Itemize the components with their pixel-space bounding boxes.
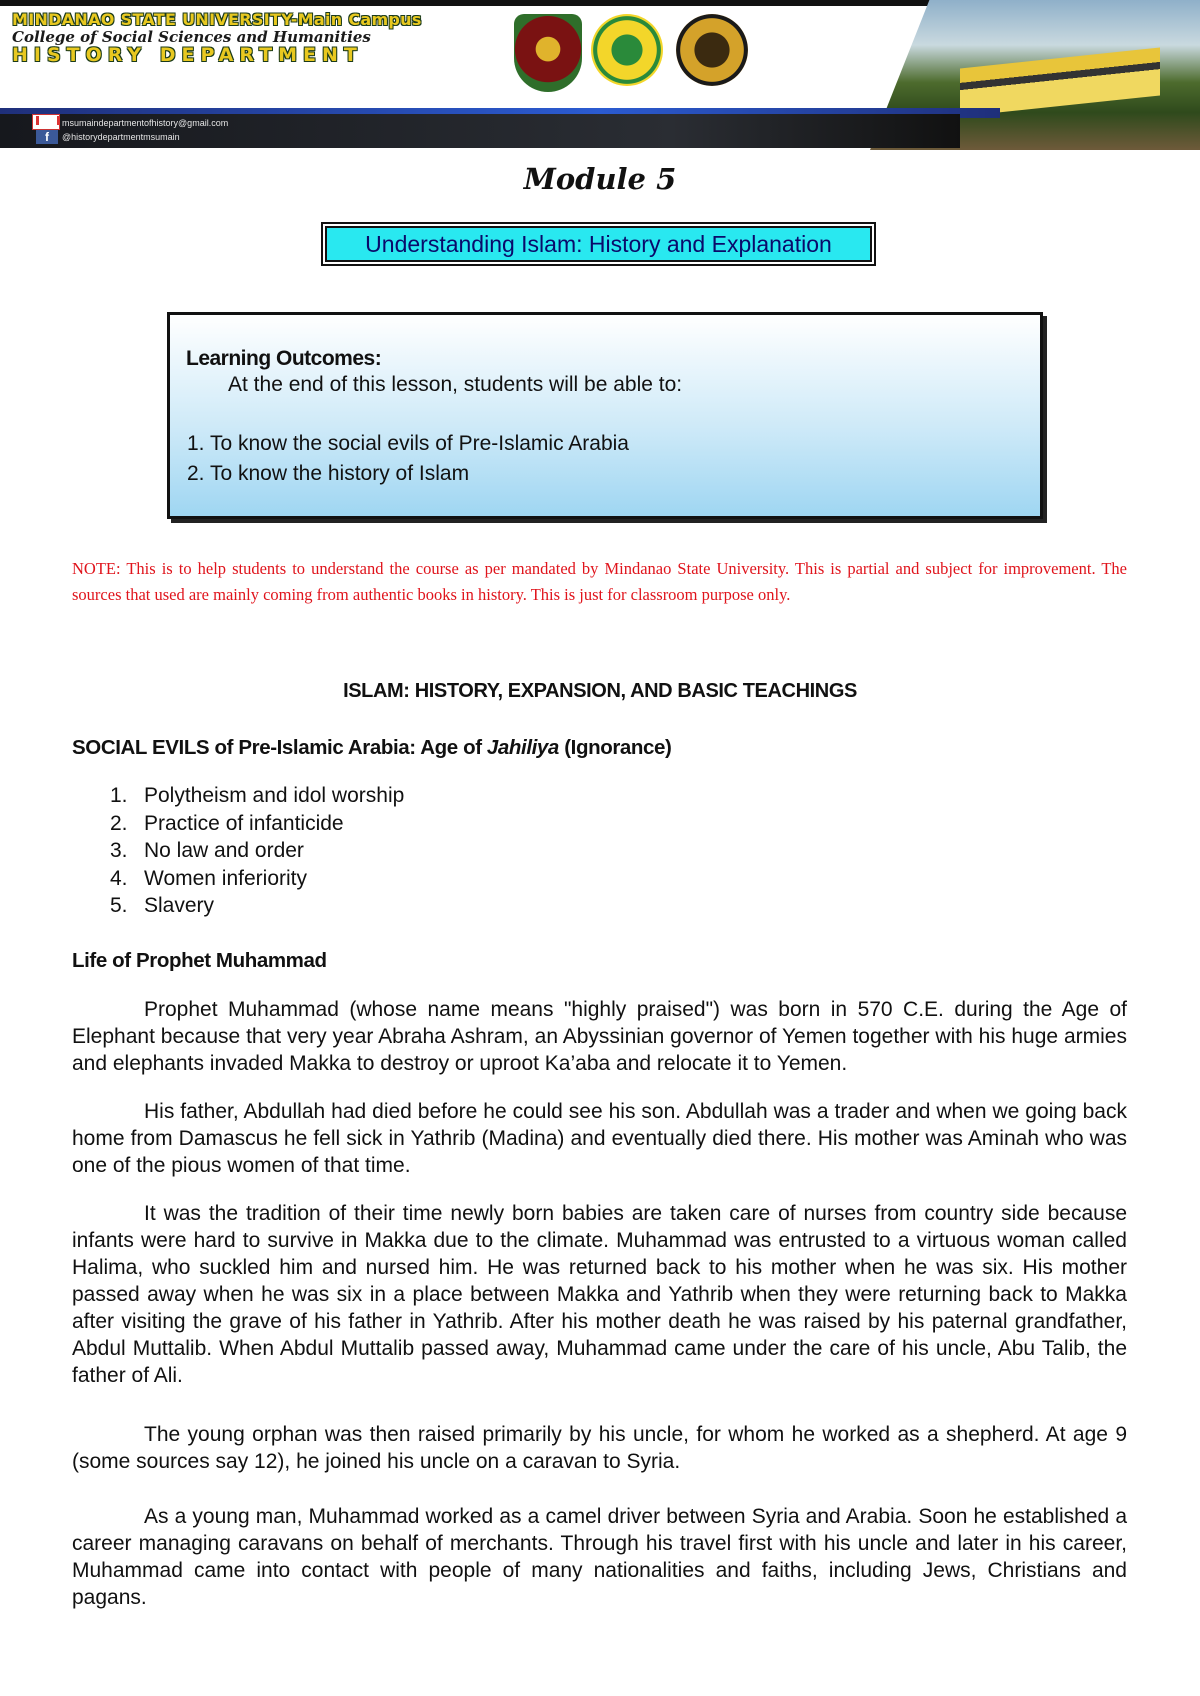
module-subtitle: Understanding Islam: History and Explanation [325, 226, 872, 262]
list-item: 5. Slavery [110, 894, 215, 917]
list-item: 1. Polytheism and idol worship [110, 784, 405, 807]
university-name: MINDANAO STATE UNIVERSITY-Main Campus [12, 10, 422, 29]
body-paragraph: His father, Abdullah had died before he could see his son. Abdullah was a trader and when we going back home from Damascus he fell sick in Yathrib (Madina) and eventually died there. His mother was Aminah who was one of the pious women of that time. [72, 1100, 1127, 1177]
social-evils-heading: SOCIAL EVILS of Pre-Islamic Arabia: Age of Jahiliya (Ignorance) [72, 736, 672, 759]
life-of-prophet-heading: Life of Prophet Muhammad [72, 949, 327, 972]
learning-outcomes-intro: At the end of this lesson, students will be able to: [228, 373, 683, 396]
learning-outcomes-heading: Learning Outcomes: [186, 347, 382, 370]
body-paragraph: As a young man, Muhammad worked as a camel driver between Syria and Arabia. Soon he established a career managing caravans on behalf of merchants. Through his travel first with his uncle and later in his career, Muhammad came into contact with people of many nationalities and faiths, including Jews, Christians and pagans. [72, 1505, 1127, 1609]
department-name: HISTORY DEPARTMENT [12, 44, 363, 66]
list-item: 3. No law and order [110, 839, 304, 862]
body-paragraph: The young orphan was then raised primarily by his uncle, for whom he worked as a shepherd. At age 9 (some sources say 12), he joined his uncle on a caravan to Syria. [72, 1423, 1127, 1473]
learning-outcome-item: 1. To know the social evils of Pre-Islamic Arabia [187, 432, 629, 455]
section-title: ISLAM: HISTORY, EXPANSION, AND BASIC TEACHINGS [343, 680, 857, 702]
list-item: 2. Practice of infanticide [110, 811, 344, 835]
social-evils-list [110, 782, 404, 920]
header-banner [0, 0, 1200, 150]
disclaimer-note: NOTE: This is to help students to understand the course as per mandated by Mindanao State University. This is partial and subject for improvement. The sources that used are mainly coming from authentic books in history. This is just for classroom purpose only. [72, 559, 1127, 604]
body-paragraph: It was the tradition of their time newly born babies are taken care of nurses from country side because infants were hard to survive in Makka due to the climate. Muhammad was entrusted to a virtuous woman called Halima, who suckled him and nursed him. He was returned back to his mother when he was six. His mother passed away when he was six in a place between Makka and Yathrib when they were returning back to Makka after visiting the grave of his father in Yathrib. After his mother death he was raised by his paternal grandfather, Abdul Muttalib. When Abdul Muttalib passed away, Muhammad came under the care of his uncle, Abu Talib, the father of Ali. [72, 1202, 1127, 1387]
body-paragraph: Prophet Muhammad (whose name means "highly praised") was born in 570 C.E. during the Age of Elephant because that very year Abraha Ashram, an Abyssinian governor of Yemen together with his huge armies and elephants invaded Makka to destroy or uproot Ka’aba and relocate it to Yemen. [72, 998, 1127, 1075]
learning-outcomes-box [167, 312, 1043, 519]
facebook-icon: f [36, 130, 58, 144]
msu-seal-logo [514, 14, 582, 92]
gmail-icon [32, 114, 60, 130]
contact-email[interactable]: msumaindepartmentofhistory@gmail.com [62, 118, 229, 128]
learning-outcome-item: 2. To know the history of Islam [187, 462, 470, 485]
module-title: Module 5 [523, 162, 677, 196]
history-department-logo [591, 14, 663, 86]
contact-facebook[interactable]: @historydepartmentmsumain [62, 132, 180, 142]
college-seal-logo [676, 14, 748, 86]
college-name: College of Social Sciences and Humanities [12, 28, 371, 46]
list-item: 4. Women inferiority [110, 866, 307, 890]
